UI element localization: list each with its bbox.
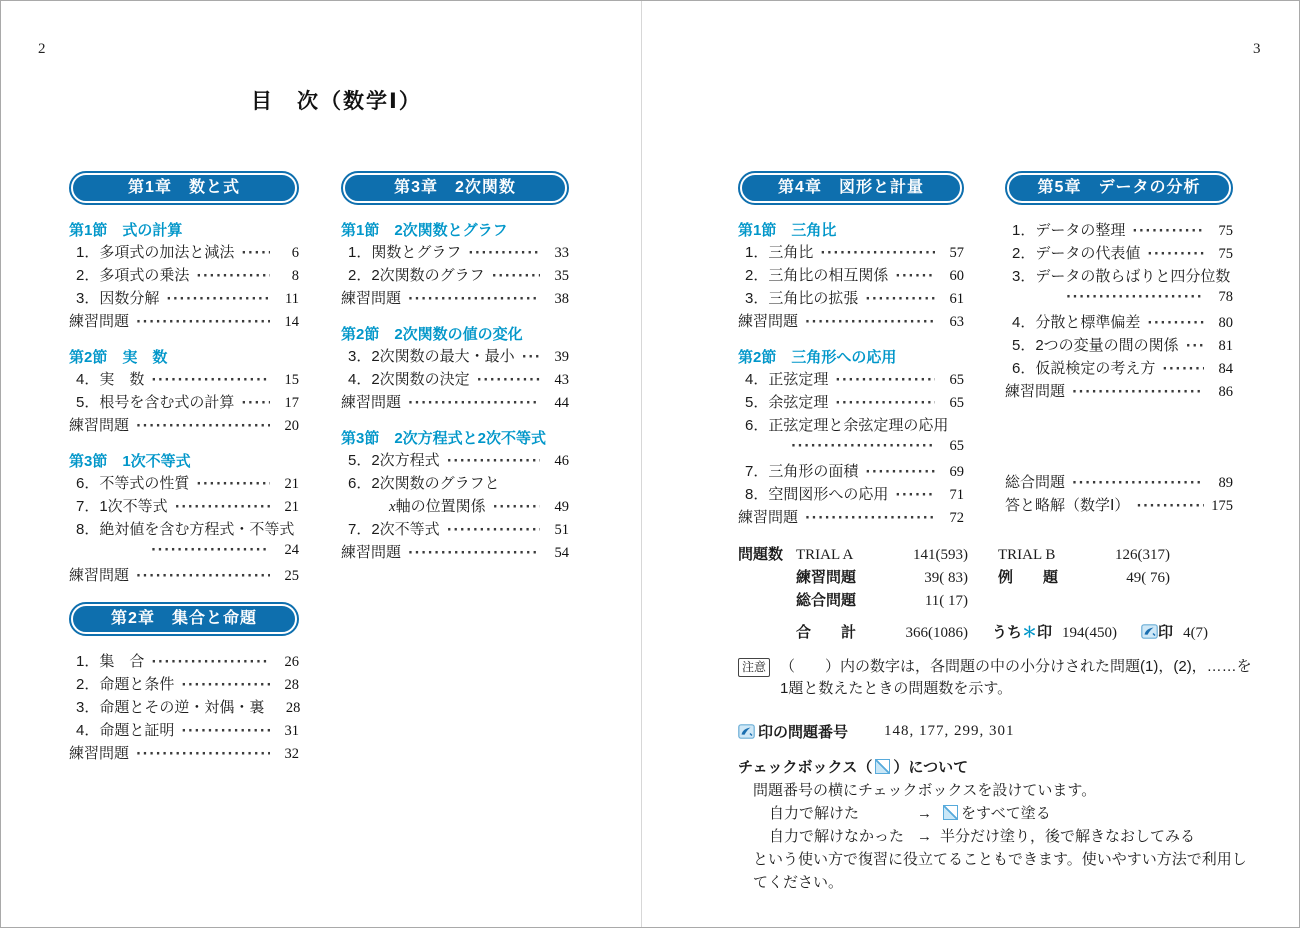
toc-item-label: 練習問題	[69, 417, 130, 434]
dot-leader	[895, 267, 935, 284]
toc-item	[1005, 242, 1233, 265]
toc-item	[69, 518, 299, 541]
toc-item	[738, 414, 964, 437]
toc-item	[69, 414, 299, 437]
caution-note	[738, 656, 1254, 700]
toc-item	[1005, 380, 1233, 403]
toc-item	[1005, 471, 1233, 494]
dot-leader	[241, 394, 270, 411]
toc-item-label: 3．2次関数の最大・最小	[348, 348, 515, 365]
dot-leader	[175, 498, 270, 515]
toc-item-label: x軸の位置関係	[389, 498, 486, 515]
dot-leader	[1132, 222, 1204, 239]
page-ref: 80	[1218, 315, 1233, 331]
dot-leader	[492, 267, 540, 284]
dot-leader	[408, 290, 540, 307]
digital-device-icon	[1141, 624, 1158, 639]
page-ref: 61	[949, 291, 964, 307]
toc-item-label: 7．三角形の面積	[745, 463, 859, 480]
page-ref: 21	[284, 476, 299, 492]
caution-text: （ ）内の数字は，各問題の中の小分けされた問題(1)，(2)，……を1題と数えたときの問題数を示す。	[780, 658, 1252, 697]
page-ref: 32	[284, 746, 299, 762]
toc-item	[69, 472, 299, 495]
trial-b-count: 126(317)	[1115, 547, 1170, 563]
toc-item	[1005, 494, 1233, 517]
page-ref: 28	[285, 700, 301, 716]
toc-item	[69, 673, 299, 696]
toc-column-3	[738, 173, 964, 529]
page-ref: 11	[285, 291, 299, 307]
spacer	[1005, 403, 1233, 471]
dot-leader	[181, 676, 270, 693]
pc-line-label: 印の問題番号	[758, 724, 849, 741]
toc-column-1	[69, 173, 299, 765]
dot-leader	[835, 394, 935, 411]
toc-item	[738, 310, 964, 333]
toc-item-label: 総合問題	[1005, 474, 1066, 491]
toc-item-label: 3．データの散らばりと四分位数	[1012, 268, 1231, 285]
toc-item-label: 練習問題	[69, 745, 130, 762]
toc-item-label: 1．集 合	[76, 653, 145, 670]
toc-item	[738, 368, 964, 391]
toc-item-label: 1．関数とグラフ	[348, 244, 462, 261]
caution-badge: 注意	[738, 658, 770, 677]
checkbox-icon	[943, 805, 958, 820]
dot-leader	[865, 463, 935, 480]
math-variable: x	[389, 499, 396, 515]
page-ref: 75	[1218, 246, 1233, 262]
dot-leader	[136, 313, 270, 330]
page-ref: 89	[1218, 475, 1233, 491]
toc-item	[341, 449, 569, 472]
checkbox-unsolved-line: 自力で解けなかった → 半分だけ塗り，後で解きなおしてみる	[769, 825, 1254, 848]
dot-leader	[151, 541, 270, 558]
renshu-count: 39( 83)	[924, 570, 968, 586]
arrow-icon: →	[917, 805, 932, 822]
dot-leader	[1186, 337, 1204, 354]
page-ref: 39	[554, 349, 569, 365]
toc-item	[341, 345, 569, 368]
page-ref: 54	[554, 545, 569, 561]
page-ref: 8	[291, 268, 299, 284]
page-ref: 71	[949, 487, 964, 503]
page-ref: 72	[949, 510, 964, 526]
toc-item	[1005, 334, 1233, 357]
toc-item	[69, 241, 299, 264]
dot-leader	[136, 745, 270, 762]
chapter-heading: 第5章 データの分析	[1007, 173, 1231, 203]
toc-item-label: 7．2次不等式	[348, 521, 440, 538]
page3-extras	[738, 543, 1254, 894]
toc-item	[738, 460, 964, 483]
dot-leader	[895, 486, 935, 503]
stats-row	[738, 566, 1254, 589]
toc-item-label: 6．仮説検定の考え方	[1012, 360, 1156, 377]
dot-leader	[865, 290, 935, 307]
page-ref: 43	[554, 372, 569, 388]
star-mark-label: うち＊印	[992, 624, 1053, 641]
toc-item	[341, 518, 569, 541]
toc-item-label: 1．三角比	[745, 244, 814, 261]
dot-leader	[151, 653, 270, 670]
trial-b-label: TRIAL B	[998, 547, 1056, 563]
toc-item-label: 6．正弦定理と余弦定理の応用	[745, 417, 949, 434]
section-heading: 第1節 三角比	[738, 222, 837, 239]
dot-leader	[136, 417, 270, 434]
section-heading: 第3節 2次方程式と2次不等式	[341, 430, 547, 447]
dot-leader	[1072, 474, 1204, 491]
toc-item	[341, 472, 569, 495]
trial-a-label: TRIAL A	[796, 547, 854, 563]
toc-item-label: 練習問題	[341, 290, 402, 307]
toc-item-label: 2．データの代表値	[1012, 245, 1141, 262]
page-ref: 81	[1218, 338, 1233, 354]
pc-mark-problem-numbers	[738, 721, 1254, 742]
toc-item-label: 4．正弦定理	[745, 371, 829, 388]
total-label: 合 計	[796, 624, 857, 641]
reidai-label: 例 題	[998, 569, 1059, 586]
toc-item	[738, 264, 964, 287]
toc-item	[69, 719, 299, 742]
toc-item	[738, 241, 964, 264]
pc-mark-count: 4(7)	[1183, 625, 1209, 641]
dot-leader	[1072, 383, 1204, 400]
page-number-left: 2	[38, 41, 46, 57]
page-ref: 69	[949, 464, 964, 480]
page-ref: 33	[554, 245, 569, 261]
section-heading: 第2節 2次関数の値の変化	[341, 326, 523, 343]
asterisk-mark: ＊	[1022, 624, 1038, 641]
spacer	[69, 587, 299, 604]
checkbox-footer: という使い方で復習に役立てることもできます。使いやすい方法で利用してください。	[753, 851, 1247, 891]
toc-item-label: 2．多項式の乗法	[76, 267, 190, 284]
page-ref: 6	[291, 245, 299, 261]
page-ref: 86	[1218, 384, 1233, 400]
toc-item-continuation	[341, 495, 569, 518]
toc-item-label: 4．分散と標準偏差	[1012, 314, 1141, 331]
checkbox-icon	[875, 759, 890, 774]
dot-leader	[1066, 288, 1204, 305]
dot-leader	[447, 521, 540, 538]
dot-leader	[468, 244, 540, 261]
page-ref: 49	[554, 499, 569, 515]
toc-item-label: 2．命題と条件	[76, 676, 175, 693]
toc-item-label: 答と略解（数学Ⅰ）	[1005, 497, 1130, 514]
dot-leader	[835, 371, 935, 388]
toc-item-label: 練習問題	[69, 567, 130, 584]
chapter-heading: 第2章 集合と命題	[71, 604, 297, 634]
page-ref: 65	[949, 372, 964, 388]
toc-item	[69, 391, 299, 414]
toc-item	[69, 495, 299, 518]
dot-leader	[1136, 497, 1204, 514]
dot-leader	[196, 475, 270, 492]
sogo-count: 11( 17)	[924, 593, 968, 609]
dot-leader	[166, 290, 270, 307]
dot-leader	[408, 394, 540, 411]
section-heading: 第1節 2次関数とグラフ	[341, 222, 508, 239]
toc-item-continuation	[738, 437, 964, 460]
toc-item	[69, 742, 299, 765]
digital-device-icon	[738, 724, 755, 739]
page-ref: 28	[284, 677, 299, 693]
dot-leader	[493, 498, 540, 515]
toc-item	[738, 287, 964, 310]
stats-row	[738, 589, 1254, 612]
toc-item-label: 練習問題	[69, 313, 130, 330]
toc-item-label: 練習問題	[738, 313, 799, 330]
checkbox-title: チェックボックス（ ）について	[738, 759, 969, 776]
toc-item-label: 5．根号を含む式の計算	[76, 394, 235, 411]
dot-leader	[181, 722, 270, 739]
page-ref: 84	[1218, 361, 1233, 377]
toc-item-label: 1．多項式の加法と減法	[76, 244, 235, 261]
toc-title: 目 次（数学Ⅰ）	[251, 90, 422, 113]
toc-item	[69, 264, 299, 287]
toc-item-continuation	[1005, 288, 1233, 311]
page-ref: 63	[949, 314, 964, 330]
toc-item	[69, 696, 299, 719]
toc-item	[69, 564, 299, 587]
toc-item-label: 練習問題	[341, 394, 402, 411]
page-ref: 25	[284, 568, 299, 584]
toc-item	[341, 287, 569, 310]
toc-item-label: 練習問題	[1005, 383, 1066, 400]
toc-item-label: 5．2つの変量の間の関係	[1012, 337, 1179, 354]
toc-item-label: 8．絶対値を含む方程式・不等式	[76, 521, 295, 538]
toc-item-label: 3．三角比の拡張	[745, 290, 859, 307]
dot-leader	[241, 244, 270, 261]
renshu-label: 練習問題	[796, 569, 857, 586]
toc-item	[1005, 265, 1233, 288]
dot-leader	[136, 567, 270, 584]
checkbox-solved-line: 自力で解けた → をすべて塗る	[769, 802, 1254, 825]
toc-item-label: 8．空間図形への応用	[745, 486, 889, 503]
checkbox-explanation	[738, 756, 1254, 894]
stats-total-row	[738, 621, 1254, 644]
stats-row	[738, 543, 1254, 566]
toc-item-label: 1．データの整理	[1012, 222, 1126, 239]
chapter-heading: 第3章 2次関数	[343, 173, 567, 203]
toc-item	[341, 368, 569, 391]
pc-mark-label: 印	[1141, 621, 1173, 642]
toc-item-label: 4．実 数	[76, 371, 145, 388]
toc-item-label: 4．2次関数の決定	[348, 371, 470, 388]
page-ref: 14	[284, 314, 299, 330]
dot-leader	[1147, 245, 1204, 262]
page-ref: 26	[284, 654, 299, 670]
page-ref: 35	[554, 268, 569, 284]
toc-item	[341, 391, 569, 414]
checkbox-line1: 問題番号の横にチェックボックスを設けています。	[753, 782, 1097, 799]
toc-item-label: 6．不等式の性質	[76, 475, 190, 492]
toc-item	[69, 310, 299, 333]
toc-item-label: 6．2次関数のグラフと	[348, 475, 500, 492]
chapter-heading: 第4章 図形と計量	[740, 173, 962, 203]
page-ref: 20	[284, 418, 299, 434]
section-heading: 第2節 三角形への応用	[738, 349, 897, 366]
page-ref: 24	[284, 542, 299, 558]
toc-item	[1005, 357, 1233, 380]
chapter-heading: 第1章 数と式	[71, 173, 297, 203]
toc-item-label: 5．余弦定理	[745, 394, 829, 411]
toc-item-label: 7．1次不等式	[76, 498, 168, 515]
pc-line-numbers: 148, 177, 299, 301	[884, 723, 1015, 739]
toc-item-label: 2．三角比の相互関係	[745, 267, 889, 284]
page-ref: 17	[284, 395, 299, 411]
page-ref: 21	[284, 499, 299, 515]
stats-heading: 問題数	[738, 546, 784, 563]
total-count: 366(1086)	[905, 625, 968, 641]
section-heading: 第1節 式の計算	[69, 222, 183, 239]
page-ref: 31	[284, 723, 299, 739]
reidai-count: 49( 76)	[1126, 570, 1170, 586]
toc-column-4	[1005, 173, 1233, 517]
page-ref: 65	[949, 438, 964, 454]
toc-item	[341, 264, 569, 287]
dot-leader	[408, 544, 540, 561]
toc-item	[69, 368, 299, 391]
section-heading: 第3節 1次不等式	[69, 453, 191, 470]
problem-count-table	[738, 543, 1254, 644]
page-ref: 60	[949, 268, 964, 284]
page-ref: 65	[949, 395, 964, 411]
toc-item	[738, 391, 964, 414]
toc-item-continuation	[69, 541, 299, 564]
toc-column-2	[341, 173, 569, 564]
page-ref: 78	[1218, 289, 1233, 305]
page-ref: 46	[554, 453, 569, 469]
dot-leader	[151, 371, 270, 388]
page-ref: 51	[554, 522, 569, 538]
dot-leader	[447, 452, 540, 469]
dot-leader	[477, 371, 540, 388]
page-ref: 175	[1211, 498, 1233, 514]
toc-item	[69, 650, 299, 673]
toc-item	[341, 241, 569, 264]
toc-item-label: 3．命題とその逆・対偶・裏	[76, 699, 265, 716]
toc-item	[341, 541, 569, 564]
toc-item	[738, 483, 964, 506]
dot-leader	[522, 348, 540, 365]
toc-item-label: 5．2次方程式	[348, 452, 440, 469]
page-ref: 75	[1218, 223, 1233, 239]
star-mark-count: 194(450)	[1062, 625, 1118, 641]
trial-a-count: 141(593)	[913, 547, 968, 563]
toc-item-label: 練習問題	[738, 509, 799, 526]
dot-leader	[1162, 360, 1204, 377]
arrow-icon: →	[917, 828, 932, 845]
dot-leader	[1147, 314, 1204, 331]
sogo-label: 総合問題	[796, 592, 857, 609]
page-number-right: 3	[1253, 41, 1261, 57]
dot-leader	[791, 437, 935, 454]
toc-item-label: 4．命題と証明	[76, 722, 175, 739]
toc-item-label: 練習問題	[341, 544, 402, 561]
page-seam-divider	[641, 1, 642, 927]
page-ref: 57	[949, 245, 964, 261]
toc-item	[69, 287, 299, 310]
dot-leader	[805, 509, 935, 526]
toc-item-label: 2．2次関数のグラフ	[348, 267, 485, 284]
section-heading: 第2節 実 数	[69, 349, 168, 366]
dot-leader	[196, 267, 270, 284]
toc-item	[1005, 311, 1233, 334]
toc-item-label: 3．因数分解	[76, 290, 160, 307]
dot-leader	[805, 313, 935, 330]
dot-leader	[820, 244, 935, 261]
page-ref: 15	[284, 372, 299, 388]
toc-item	[1005, 219, 1233, 242]
toc-item	[738, 506, 964, 529]
page-ref: 38	[554, 291, 569, 307]
page-ref: 44	[554, 395, 569, 411]
